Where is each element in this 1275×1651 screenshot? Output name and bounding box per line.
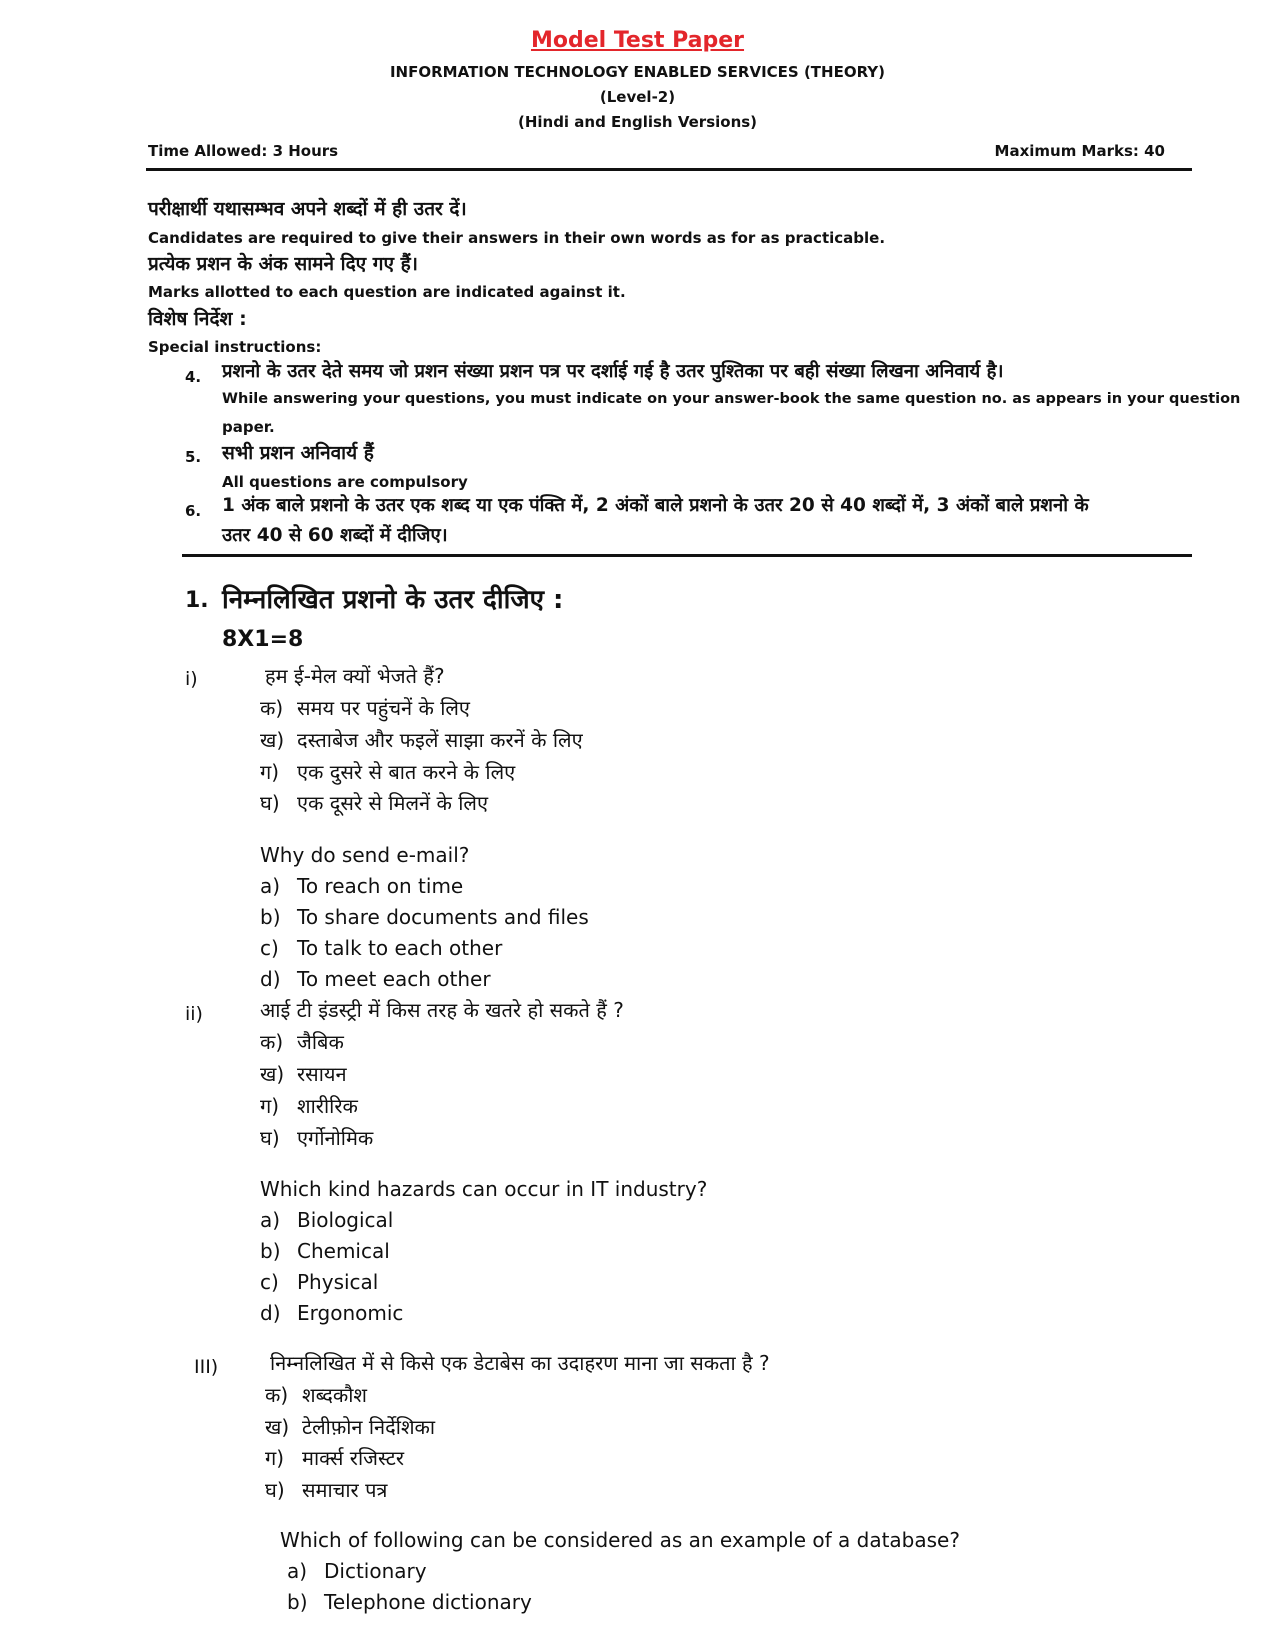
- question-hi: आई टी इंडस्ट्री में किस तरह के खतरे हो सकते हैं ?: [260, 998, 624, 1022]
- section-heading: निम्नलिखित प्रशनो के उतर दीजिए :: [222, 585, 564, 615]
- question-en: Which of following can be considered as an example of a database?: [280, 1528, 960, 1552]
- option-label: घ): [260, 1126, 280, 1150]
- option-text: Telephone dictionary: [324, 1590, 532, 1614]
- section-number: 1.: [185, 588, 209, 613]
- question-hi: हम ई-मेल क्यों भेजते हैं?: [265, 664, 445, 688]
- option-label: ख): [260, 728, 285, 752]
- option-label: ख): [260, 1062, 285, 1086]
- option-label: क): [260, 1030, 284, 1054]
- option-text: समाचार पत्र: [302, 1478, 388, 1502]
- subject-title: INFORMATION TECHNOLOGY ENABLED SERVICES (THEORY): [389, 63, 886, 81]
- instruction-hi-special: विशेष निर्देश :: [148, 308, 247, 330]
- option-text: एर्गोनोमिक: [297, 1126, 374, 1150]
- maximum-marks: Maximum Marks: 40: [994, 142, 1165, 160]
- option-text: To meet each other: [297, 967, 491, 991]
- option-text: Dictionary: [324, 1559, 427, 1583]
- option-label: ख): [265, 1415, 290, 1439]
- option-label: a): [260, 1208, 281, 1232]
- option-text: To share documents and files: [297, 905, 589, 929]
- option-text: Physical: [297, 1270, 379, 1294]
- option-text: To talk to each other: [297, 936, 503, 960]
- option-text: एक दूसरे से मिलनें के लिए: [297, 791, 489, 815]
- option-text: रसायन: [297, 1062, 347, 1086]
- option-label: d): [260, 967, 281, 991]
- option-label: d): [260, 1301, 281, 1325]
- instruction-item-hi: 1 अंक बाले प्रशनो के उतर एक शब्द या एक पंक्ति में, 2 अंकों बाले प्रशनो के उतर 20 से 40 शब्दों में, 3 अंकों बाले प्रशनो के: [222, 495, 1089, 516]
- option-text: शब्दकौश: [302, 1383, 368, 1407]
- level-label: (Level-2): [599, 88, 676, 106]
- option-label: क): [265, 1383, 289, 1407]
- option-text: मार्क्स रजिस्टर: [302, 1446, 405, 1470]
- option-text: टेलीफ़ोन निर्देशिका: [302, 1415, 436, 1439]
- option-label: a): [260, 874, 281, 898]
- header-divider: [146, 168, 1192, 171]
- option-label: b): [260, 1239, 281, 1263]
- instruction-number: 6.: [185, 502, 202, 520]
- instruction-item-en: While answering your questions, you must indicate on your answer-book the same question no. as appears in your question: [222, 391, 1241, 407]
- option-label: c): [260, 936, 279, 960]
- question-en: Why do send e-mail?: [260, 843, 470, 867]
- versions-label: (Hindi and English Versions): [517, 113, 758, 131]
- option-text: दस्ताबेज और फइलें साझा करनें के लिए: [297, 728, 583, 752]
- time-allowed: Time Allowed: 3 Hours: [148, 142, 339, 160]
- instruction-item-hi: सभी प्रशन अनिवार्य हैं: [222, 442, 374, 464]
- option-text: Ergonomic: [297, 1301, 404, 1325]
- question-number: ii): [185, 1003, 203, 1025]
- instruction-number: 4.: [185, 368, 202, 386]
- option-label: घ): [260, 791, 280, 815]
- instruction-item-en-cont: paper.: [222, 418, 275, 436]
- option-text: जैबिक: [297, 1030, 344, 1054]
- option-text: समय पर पहुंचनें के लिए: [297, 696, 470, 720]
- instruction-en-marks: Marks allotted to each question are indicated against it.: [148, 283, 626, 301]
- question-hi: निम्नलिखित में से किसे एक डेटाबेस का उदाहरण माना जा सकता है ?: [270, 1351, 770, 1375]
- question-en: Which kind hazards can occur in IT industry?: [260, 1177, 708, 1201]
- instruction-item-hi: प्रशनो के उतर देते समय जो प्रशन संख्या प्रशन पत्र पर दर्शाई गई है उतर पुश्तिका पर बही संख्या लिखना अनिवार्य है।: [222, 361, 1004, 382]
- option-label: ग): [260, 760, 280, 784]
- option-label: b): [260, 905, 281, 929]
- instruction-en-own-words: Candidates are required to give their answers in their own words as for as practicable.: [148, 229, 886, 247]
- option-text: Chemical: [297, 1239, 390, 1263]
- instruction-item-hi-cont: उतर 40 से 60 शब्दों में दीजिए।: [222, 525, 448, 546]
- instruction-item-en: All questions are compulsory: [222, 473, 468, 491]
- section-marks: 8X1=8: [222, 627, 304, 652]
- option-text: To reach on time: [297, 874, 464, 898]
- instruction-hi-marks: प्रत्येक प्रशन के अंक सामने दिए गए हैं।: [148, 253, 418, 275]
- option-label: क): [260, 696, 284, 720]
- instruction-en-special: Special instructions:: [148, 338, 322, 356]
- option-label: ग): [265, 1446, 285, 1470]
- option-label: b): [287, 1590, 308, 1614]
- option-text: शारीरिक: [297, 1094, 358, 1118]
- option-label: c): [260, 1270, 279, 1294]
- question-number: III): [194, 1356, 219, 1378]
- option-label: a): [287, 1559, 308, 1583]
- instruction-hi-own-words: परीक्षार्थी यथासम्भव अपने शब्दों में ही उतर दें।: [148, 198, 467, 220]
- option-label: ग): [260, 1094, 280, 1118]
- option-label: घ): [265, 1478, 285, 1502]
- question-number: i): [185, 668, 198, 690]
- instruction-number: 5.: [185, 448, 202, 466]
- option-text: एक दुसरे से बात करने के लिए: [297, 760, 516, 784]
- option-text: Biological: [297, 1208, 394, 1232]
- paper-title: Model Test Paper: [530, 28, 745, 53]
- instructions-divider: [182, 554, 1192, 557]
